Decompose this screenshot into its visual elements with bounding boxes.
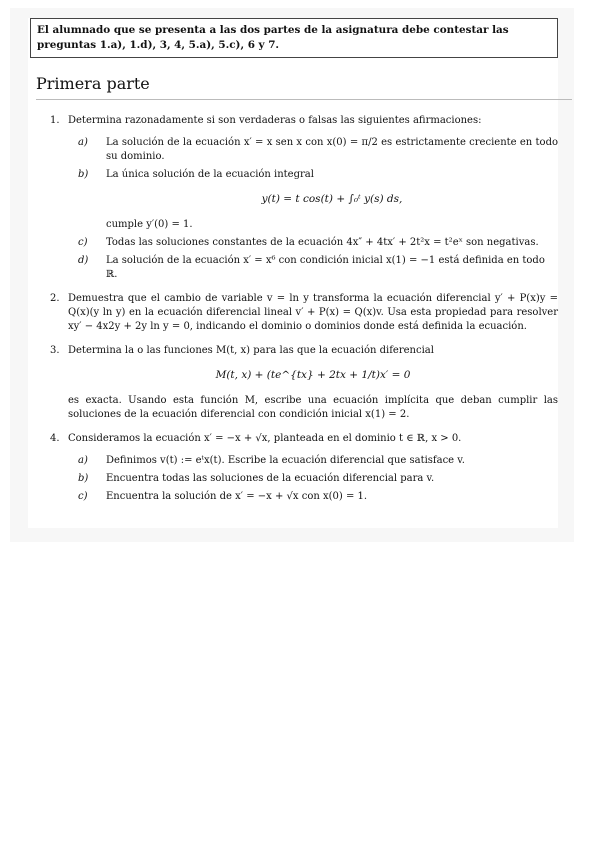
subproblem-text: La única solución de la ecuación integral [106,169,314,180]
subproblem-list [68,454,558,504]
exact-equation: M(t, x) + (te^{tx} + 2tx + 1/t)x′ = 0 [215,369,411,381]
problem-number: 1. [50,115,60,126]
subproblem [56,168,558,232]
integral-equation: y(t) = t cos(t) + ∫₀ᵗ y(s) ds, [261,193,403,205]
subproblem-label: b) [78,473,89,484]
problem-2 [28,292,558,334]
subproblem [56,454,558,468]
subproblem-text: Encuentra la solución de x′ = −x + √x con x(0) = 1. [106,491,368,502]
problem-list [28,114,558,504]
subproblem [56,236,558,250]
problem-1 [28,114,558,282]
problem-intro: Determina la o las funciones M(t, x) para las que la ecuación diferencial [68,345,434,356]
subproblem-after-text: cumple y′(0) = 1. [106,219,193,230]
problem-intro: Consideramos la ecuación x′ = −x + √x, planteada en el dominio t ∈ ℝ, x > 0. [68,433,462,444]
subproblem-text: Definimos v(t) := eᵗx(t). Escribe la ecuación diferencial que satisface v. [106,455,465,466]
subproblem [56,136,558,164]
subproblem-text: Encuentra todas las soluciones de la ecuación diferencial para v. [106,473,435,484]
subproblem [56,490,558,504]
problem-number: 3. [50,345,60,356]
subproblem-label: c) [78,491,88,502]
problem-number: 4. [50,433,60,444]
subproblem-list [68,136,558,282]
problem-number: 2. [50,293,60,304]
problem-after-text: es exacta. Usando esta función M, escribe una ecuación implícita que deban cumplir las soluciones de la ecuación diferencial con condición inicial x(1) = 2. [68,395,558,420]
subproblem-label: a) [78,137,88,148]
subproblem-label: b) [78,169,89,180]
subproblem [56,472,558,486]
problem-intro: Demuestra que el cambio de variable v = ln y transforma la ecuación diferencial y′ + P(x)y = Q(x)(y ln y) en la ecuación diferencial lineal v′ + P(x) = Q(x)v. Usa esta propiedad para resolver xy′ − 4x2y + 2y ln y = 0, indicando el dominio o dominios donde está definida la ecuación. [68,293,558,332]
subproblem-text: La solución de la ecuación x′ = x sen x con x(0) = π/2 es estrictamente creciente en todo su dominio. [106,137,558,162]
subproblem-text: Todas las soluciones constantes de la ecuación 4x″ + 4tx′ + 2t²x = t²eˣ son negativas. [106,237,539,248]
problem-intro: Determina razonadamente si son verdaderas o falsas las siguientes afirmaciones: [68,115,482,126]
subproblem-text: La solución de la ecuación x′ = x⁶ con condición inicial x(1) = −1 está definida en todo ℝ. [106,255,545,280]
subproblem-label: d) [78,255,89,266]
subproblem [56,254,558,282]
problem-4 [28,432,558,504]
section-title: Primera parte [36,74,150,93]
subproblem-label: c) [78,237,88,248]
instructions-box: El alumnado que se presenta a las dos partes de la asignatura debe contestar las preguntas 1.a), 1.d), 3, 4, 5.a), 5.c), 6 y 7. [30,18,558,58]
problem-3 [28,344,558,422]
subproblem-label: a) [78,455,88,466]
content-area [28,18,558,528]
section-divider [36,99,572,100]
